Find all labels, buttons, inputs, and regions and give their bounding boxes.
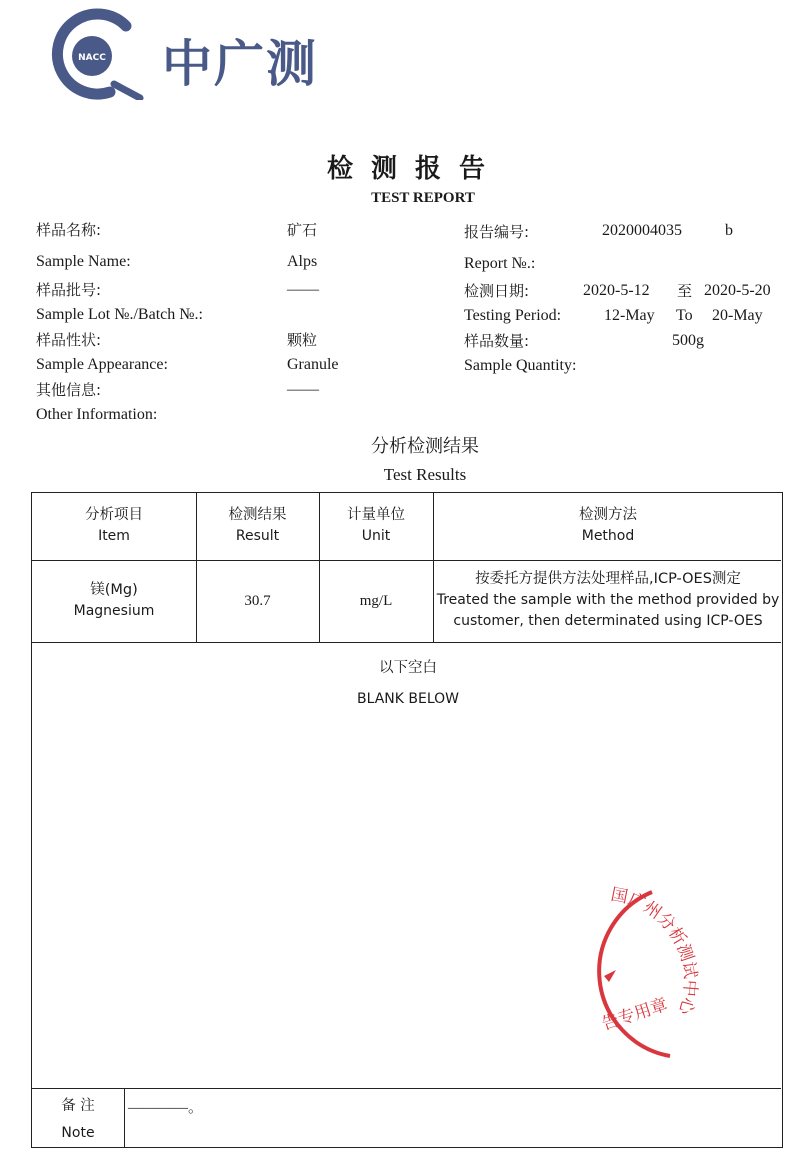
- appearance-cn-value: 颗粒: [287, 331, 318, 349]
- sample-name-cn-value: 矿石: [287, 221, 318, 239]
- results-heading-cn: 分析检测结果: [371, 436, 479, 457]
- row-method-cn: 按委托方提供方法处理样品,ICP-OES测定: [475, 571, 741, 587]
- report-no-en-label: Report №.:: [464, 255, 536, 272]
- row-divider: [32, 1088, 781, 1089]
- note-label-en: Note: [61, 1125, 95, 1141]
- period-cn-label: 检测日期:: [464, 282, 530, 300]
- period-en-label: Testing Period:: [464, 307, 562, 324]
- batch-en-label: Sample Lot №./Batch №.:: [36, 306, 203, 323]
- results-heading-en: Test Results: [383, 465, 467, 484]
- nacc-logo-icon: [40, 8, 160, 100]
- period-to-en: To: [676, 307, 693, 324]
- brand-name: 中广测: [162, 35, 318, 93]
- header-item-cn: 分析项目: [85, 507, 143, 523]
- appearance-en-value: Granule: [287, 356, 339, 373]
- header-item: [32, 505, 196, 547]
- header-method-cn: 检测方法: [579, 507, 637, 523]
- header-unit-en: Unit: [361, 528, 391, 544]
- row-method: [433, 569, 783, 632]
- appearance-en-label: Sample Appearance:: [36, 356, 168, 373]
- logo-text: NACC: [78, 53, 106, 63]
- official-seal-icon: [560, 880, 700, 1070]
- sample-name-en-value: Alps: [287, 253, 318, 270]
- row-unit: mg/L: [359, 593, 393, 609]
- blank-below: [32, 658, 784, 710]
- header-item-en: Item: [98, 528, 130, 544]
- period-end-en: 20-May: [712, 307, 763, 324]
- quantity-value: 500g: [672, 332, 704, 349]
- header-unit: [319, 505, 433, 547]
- seal-star: [604, 970, 616, 982]
- report-suffix: b: [725, 222, 733, 239]
- row-item-cn: 镁(Mg): [90, 582, 138, 598]
- report-title-cn: 检测报告: [326, 154, 503, 184]
- appearance-cn-label: 样品性状:: [36, 331, 102, 349]
- row-method-en-2: customer, then determinated using ICP-OES: [453, 613, 763, 629]
- period-end-cn: 2020-5-20: [704, 282, 771, 299]
- report-no-cn-label: 报告编号:: [464, 223, 530, 241]
- note-label: [32, 1096, 124, 1144]
- row-result: 30.7: [244, 593, 271, 609]
- report-no-value: 2020004035: [602, 222, 682, 239]
- note-label-cn: 备 注: [61, 1098, 95, 1114]
- header-method-en: Method: [581, 528, 635, 544]
- row-method-en-1: Treated the sample with the method provided by: [436, 592, 780, 608]
- period-to-cn: 至: [677, 282, 693, 300]
- period-start-cn: 2020-5-12: [583, 282, 650, 299]
- row-divider: [32, 560, 781, 561]
- header-result: [196, 505, 319, 547]
- other-cn-label: 其他信息:: [36, 381, 102, 399]
- row-item: [32, 580, 196, 622]
- note-divider: [124, 1088, 125, 1147]
- batch-cn-label: 样品批号:: [36, 281, 102, 299]
- sample-name-en-label: Sample Name:: [36, 253, 131, 270]
- header-unit-cn: 计量单位: [347, 507, 405, 523]
- header-method: [433, 505, 783, 547]
- other-value: ——: [287, 381, 319, 398]
- header-result-en: Result: [235, 528, 280, 544]
- header-result-cn: 检测结果: [228, 507, 287, 523]
- quantity-en-label: Sample Quantity:: [464, 357, 577, 374]
- quantity-cn-label: 样品数量:: [464, 332, 530, 350]
- sample-name-cn-label: 样品名称:: [36, 221, 102, 239]
- company-logo: [40, 8, 340, 100]
- row-divider: [32, 642, 781, 643]
- note-value: ————。: [128, 1100, 204, 1116]
- row-item-en: Magnesium: [73, 603, 155, 619]
- period-start-en: 12-May: [604, 307, 655, 324]
- batch-value: ——: [287, 281, 319, 298]
- seal-text-bottom: 告专用章: [599, 994, 671, 1035]
- other-en-label: Other Information:: [36, 406, 158, 423]
- seal-text-top: 国广州分析测试中心: [609, 884, 700, 1017]
- blank-below-cn: 以下空白: [379, 660, 437, 676]
- report-title-en: TEST REPORT: [371, 190, 475, 206]
- blank-below-en: BLANK BELOW: [356, 691, 460, 707]
